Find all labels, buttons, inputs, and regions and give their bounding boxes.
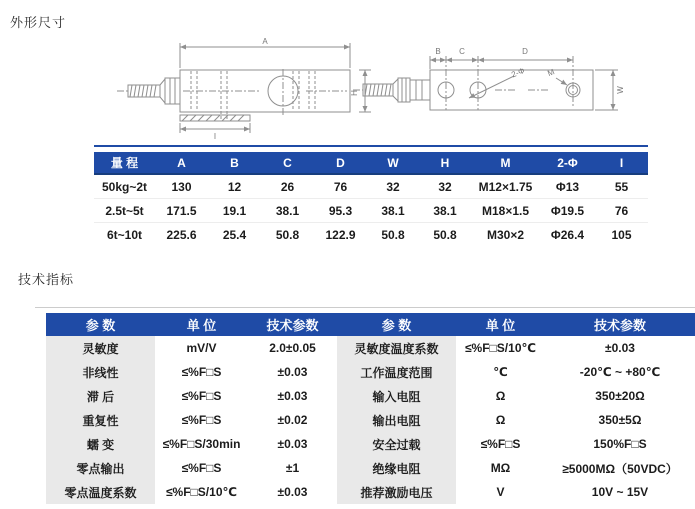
dim-label-w: W (616, 86, 625, 94)
dim-cell: 76 (314, 174, 367, 199)
dim-label-a: A (262, 37, 268, 46)
top-view-drawing (353, 47, 625, 110)
spec-cell: 蠕 变 (46, 432, 155, 456)
spec-table-header-row (46, 313, 695, 336)
spec-cell: 灵敏度温度系数 (337, 336, 456, 360)
header-cell: W (367, 152, 419, 174)
dim-cell: M30×2 (486, 227, 525, 242)
spec-table (46, 313, 695, 504)
outline-drawing (115, 33, 695, 146)
side-view-drawing (117, 37, 371, 141)
dim-cell: M18×1.5 (471, 199, 540, 223)
dim-cell: M12×1.75 (471, 174, 540, 199)
spec-cell: ≥5000MΩ（50VDC） (562, 461, 678, 476)
spec-cell: 350±20Ω (595, 389, 645, 403)
table-row (46, 432, 695, 456)
spec-cell: ±0.03 (277, 389, 308, 403)
dim-cell: 50.8 (275, 227, 300, 242)
header-cell: B (208, 152, 261, 174)
page-title-dimensions: 外形尺寸 (10, 15, 67, 30)
dim-cell: 105 (611, 227, 632, 242)
dim-label-2phi: 2-Φ (510, 65, 527, 80)
dim-cell: 55 (595, 174, 648, 199)
spec-cell: ±1 (285, 461, 300, 475)
spec-cell: ±0.03 (605, 341, 635, 355)
dim-cell: 12 (208, 174, 261, 199)
spec-cell: ±0.03 (277, 365, 308, 379)
spec-cell: -20℃ ~ +80℃ (579, 365, 661, 379)
spec-cell: 零点输出 (46, 456, 155, 480)
table-row (46, 408, 695, 432)
dim-cell: 130 (155, 174, 208, 199)
spec-cell: 绝缘电阻 (337, 456, 456, 480)
spec-cell: ≤%F□S/10℃ (165, 485, 238, 499)
dimension-table (94, 152, 648, 246)
spec-cell: 安全过载 (337, 432, 456, 456)
spec-cell: V (496, 485, 505, 499)
header-cell: I (595, 152, 648, 174)
dim-label-i: I (213, 132, 217, 141)
table-row (46, 336, 695, 360)
spec-cell: ±0.02 (277, 413, 308, 427)
header-cell: H (419, 152, 471, 174)
table-row (94, 174, 648, 199)
spec-cell: ≤%F□S (480, 437, 521, 451)
spec-cell: 工作温度范围 (337, 360, 456, 384)
dim-cell: 225.6 (166, 227, 197, 242)
spec-cell: Ω (495, 389, 506, 403)
dim-cell: 32 (367, 174, 419, 199)
spec-cell: 输出电阻 (337, 408, 456, 432)
dim-cell: 26 (261, 174, 314, 199)
spec-cell: ≤%F□S (181, 461, 222, 475)
dim-cell: 25.4 (222, 227, 247, 242)
header-cell: 参 数 (46, 313, 155, 336)
header-cell: 单 位 (456, 313, 545, 336)
dimension-table-header-row (94, 152, 648, 174)
spec-cell: 2.0±0.05 (269, 341, 316, 355)
table-row (46, 384, 695, 408)
dim-cell: 95.3 (314, 199, 367, 223)
dim-cell: 32 (419, 174, 471, 199)
dim-label-d: D (522, 47, 528, 56)
dim-cell: Φ26.4 (550, 227, 585, 242)
spec-cell: 150%F□S (593, 437, 647, 451)
spec-cell: ℃ (493, 365, 508, 379)
dim-cell: 2.5t~5t (94, 199, 155, 223)
spec-cell: ±0.03 (277, 485, 308, 499)
spec-cell: ≤%F□S/10℃ (464, 341, 537, 355)
dim-cell: 50.8 (381, 227, 405, 242)
spec-cell: ≤%F□S (181, 365, 222, 379)
dim-cell: Φ13 (540, 174, 595, 199)
spec-cell: 输入电阻 (337, 384, 456, 408)
dim-label-b: B (435, 47, 441, 56)
dim-label-c: C (459, 47, 465, 56)
spec-cell: 灵敏度 (46, 336, 155, 360)
header-cell: A (155, 152, 208, 174)
table-row (94, 199, 648, 223)
spec-cell: 零点温度系数 (46, 480, 155, 504)
spec-cell: 滞 后 (46, 384, 155, 408)
dim-cell: 122.9 (325, 227, 356, 242)
spec-cell: ≤%F□S (181, 413, 222, 427)
header-cell: 参 数 (337, 313, 456, 336)
dim-cell: 50.8 (433, 227, 457, 242)
spec-cell: ≤%F□S (181, 389, 222, 403)
spec-cell: 重复性 (46, 408, 155, 432)
header-cell: C (261, 152, 314, 174)
dim-cell: 19.1 (208, 199, 261, 223)
page-title-specs: 技术指标 (18, 272, 75, 287)
header-cell: 量 程 (94, 152, 155, 174)
dim-cell: 171.5 (155, 199, 208, 223)
dim-cell: 50kg~2t (94, 174, 155, 199)
spec-cell: 10V ~ 15V (591, 485, 649, 499)
header-cell: 技术参数 (545, 313, 695, 336)
spec-cell: MΩ (490, 461, 511, 475)
header-cell: M (471, 152, 540, 174)
spec-cell: Ω (495, 413, 506, 427)
spec-cell: 推荐激励电压 (337, 480, 456, 504)
dimension-table-top-border (94, 145, 648, 147)
spec-cell: ≤%F□S/30min (162, 437, 241, 451)
dim-label-m: M (546, 67, 556, 79)
dim-cell: Φ19.5 (540, 199, 595, 223)
dim-cell: 38.1 (367, 199, 419, 223)
table-row (46, 456, 695, 480)
spec-cell: mV/V (186, 341, 217, 355)
dim-cell: 6t~10t (106, 227, 143, 242)
header-cell: 2-Φ (540, 152, 595, 174)
dim-cell: 38.1 (261, 199, 314, 223)
header-cell: 技术参数 (248, 313, 337, 336)
table-row (46, 480, 695, 504)
table-row (46, 360, 695, 384)
table-row (94, 223, 648, 247)
header-cell: D (314, 152, 367, 174)
spec-cell: 350±5Ω (598, 413, 642, 427)
dim-cell: 38.1 (419, 199, 471, 223)
spec-table-top-rule (35, 307, 695, 308)
spec-cell: 非线性 (46, 360, 155, 384)
dim-cell: 76 (595, 199, 648, 223)
header-cell: 单 位 (155, 313, 248, 336)
dim-label-h: H (350, 90, 359, 96)
spec-cell: ±0.03 (277, 437, 308, 451)
